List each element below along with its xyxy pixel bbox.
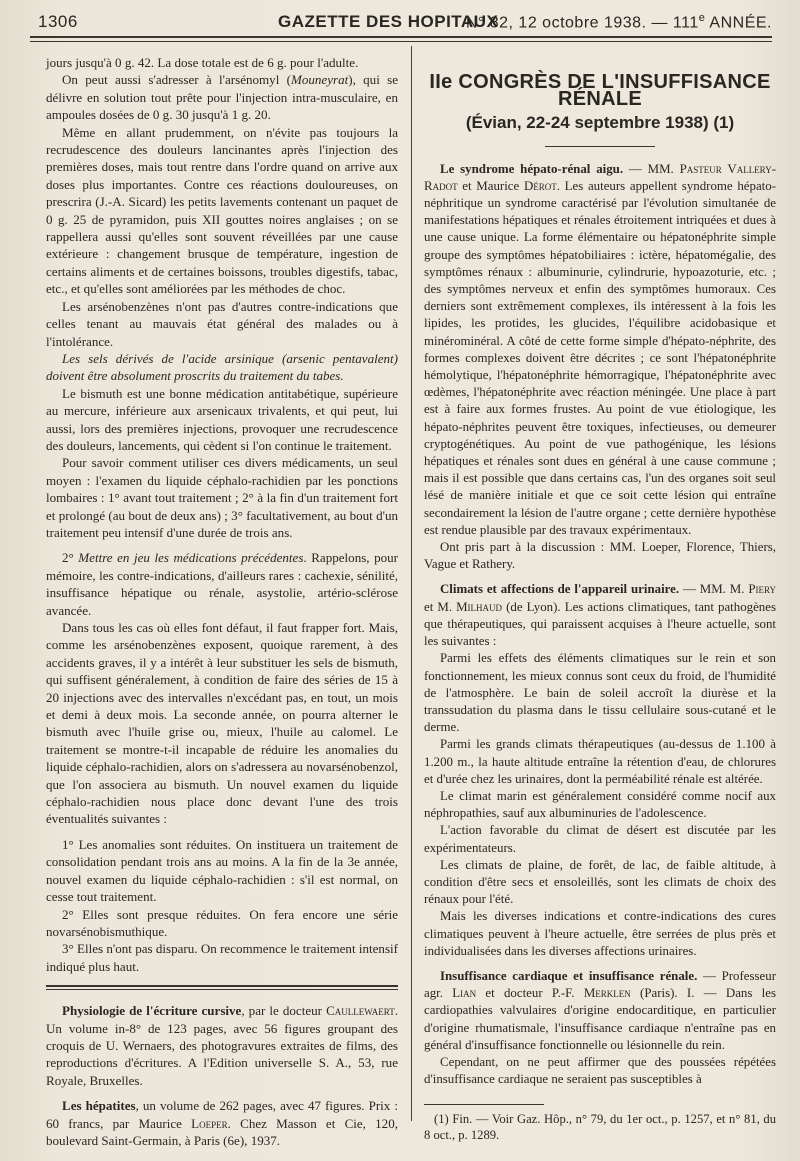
paragraph: Pour savoir comment utiliser ces divers médicaments, un seul moyen : l'examen du liquide céphalo-rachidien par les ponctions lombaires : 1° avant tout traitement ; 2° à la fin d'un traitement fort et prolongé (au bout de deux ans) ; 3° facultativement, au bout d'un traitement peu intensif d'une durée de trois ans.	[46, 455, 398, 540]
paragraph: Le syndrome hépato-rénal aigu. — MM. Pasteur Vallery-Radot et Maurice Dérot. Les auteurs appellent syndrome hépato-néphritique un syndrome caractérisé par l'évolution simultanée de manifestations hépatiques et rénales étroitement intriquées et dues à une cause unique. La forme élémentaire ou hépatonéphrite simple groupe des symptômes hépatobiliaires : ictère, hépatomégalie, des symptômes rénaux : albuminurie, cylindrurie, hypoazoturie, etc. ; des symptômes nerveux et enfin des symptômes humoraux. Ces derniers sont extrêmement complexes, ils intéressent à la fois les lipides, les protides, les glucides, l'équilibre acidobasique et minérominéral. A côté de cette forme simple d'hépato-néphrite, des formes complexes doivent être décrites ; ce sont l'hépatonéphrite hémolytique, l'hépatonéphrite hémorragique, l'hépatonéphrite avec œdèmes, l'hépatonéphrite avec réaction méningée. Une place à part est à faire aux formes frustes. Au point de vue étiologique, les hépato-néphrites peuvent être toxiques, infectieuses, ou demeurer cryptogénétiques. Au point de vue pathogénique, les lésions hépatiques et rénales sont dues en général à une cause commune ; mais il est possible que dans certains cas, l'un des organes soit seul lésé de manière initiale et que ce soit cette lésion qui entraîne secondairement la lésion de l'autre organe ; cette dernière hypothèse est rendue plausible par des travaux expérimentaux.	[424, 161, 776, 537]
paragraph-italic: Les sels dérivés de l'acide arsinique (arsenic pentavalent) doivent être absolument proscrits du traitement du tabes.	[46, 350, 398, 384]
header-rule	[30, 36, 772, 42]
issue-text: N° 82, 12 octobre 1938. — 111	[465, 14, 699, 32]
congress-title: IIe CONGRÈS DE L'INSUFFISANCE RÉNALE	[429, 71, 771, 111]
paragraph: Mais les diverses indications et contre-indications des cures climatiques peuvent à l'heure actuelle, être serrées de plus près et individualisées dans les diverses affections urinaires.	[424, 909, 776, 958]
paragraph: Parmi les grands climats thérapeutiques (au-dessus de 1.100 à 1.200 m., la haute altitude entraîne la rétention d'eau, de chlorures et d'urée chez les urinaires, dont la perméabilité rénale est altérée.	[424, 737, 776, 786]
journal-title: GAZETTE DES HOPITAUX	[278, 12, 499, 31]
issue-superscript: e	[698, 12, 706, 24]
paragraph: L'action favorable du climat de désert est discutée par les expérimentateurs.	[424, 823, 776, 855]
paragraph: Cependant, on ne peut affirmer que des poussées répétées d'insuffisance cardiaque ne seraient pas susceptibles à	[424, 1054, 776, 1087]
footnote-rule	[424, 1104, 544, 1105]
paragraph: jours jusqu'à 0 g. 42. La dose totale est de 6 g. pour l'adulte.	[46, 55, 359, 70]
page-header	[38, 6, 772, 40]
paragraph: Les arsénobenzènes n'ont pas d'autres contre-indications que celles tenant au mauvais état général des malades ou à l'intolérance.	[46, 298, 398, 349]
section-rule	[46, 985, 398, 990]
paragraph: On peut aussi s'adresser à l'arsénomyl (Mouneyrat), qui se délivre en solution tout prête pour l'injection intra-musculaire, en ampoules dosées de 0 g. 30 jusqu'à 1 g. 20.	[46, 72, 398, 123]
paragraph: Les climats de plaine, de forêt, de lac, de faible altitude, à condition d'être secs et ensoleillés, sont les climats de choix des rénaux pour l'été.	[424, 857, 776, 907]
issue-info	[466, 12, 772, 32]
paragraph: 2° Mettre en jeu les médications précédentes. Rappelons, pour mémoire, les contre-indications, d'ailleurs rares : cachexie, sénilité, insuffisance hépatique ou rénale, asystolie, artério-sclérose avancée.	[46, 550, 399, 618]
paragraph: Dans tous les cas où elles font défaut, il faut frapper fort. Mais, comme les arsénobenzènes exposent, quoique rarement, à des accidents graves, il y a intérêt à leur substituer les sels de bismuth, qui suffisent généralement, à condition de faire des séries de 15 à 20 injections avec des intervalles n'excédant pas, en tout, un mois et demi à deux mois. La seconde année, on pourra alterner le bismuth avec l'huile grise ou, mieux, l'huile au calomel. Le traitement se montre-t-il incapable de réduire les anomalies du liquide céphalo-rachidien, alors on s'adressera au novarsénobenzol, que l'on associera au bismuth. Un nouvel examen du liquide céphalo-rachidien nous place donc devant l'une des trois éventualités suivantes :	[46, 620, 398, 827]
footnote: (1) Fin. — Voir Gaz. Hôp., n° 79, du 1er oct., p. 1257, et n° 81, du 8 oct., p. 1289.	[424, 1112, 776, 1143]
right-column	[424, 54, 776, 1151]
paragraph: 3° Elles n'ont pas disparu. On recommence le traitement intensif indiqué plus haut.	[46, 941, 398, 974]
book-notice: Physiologie de l'écriture cursive, par le docteur Caullewaert. Un volume in-8° de 123 pages, avec 56 figures groupant des croquis de U. Wernaers, des photogravures extraites de films, des reproductions d'écritures. A l'Edition universelle S. A., 53, rue Royale, Bruxelles.	[46, 1003, 398, 1088]
paragraph: 2° Elles sont presque réduites. On fera encore une série novarsénobismuthique.	[46, 906, 398, 939]
paragraph: 1° Les anomalies sont réduites. On instituera un traitement de consolidation pendant trois ans au moins. A la fin de la 3e année, nouvel examen du liquide céphalo-rachidien : s'il est normal, on cesse tout traitement.	[46, 836, 398, 905]
paragraph: Même en allant prudemment, on n'évite pas toujours la recrudescence des douleurs lancinantes après l'injection des premières doses, mais tout rentre dans l'ordre quand on arrive aux doses plus importantes. Contre ces réactions douloureuses, on prescrira (J.-A. Sicard) les petits lavements contenant un paquet de 0 g. 25 de pyramidon, puis XII gouttes noires anglaises ; on se rappellera aussi qu'elles sont souvent réveillées par une cause extérieure : changement brusque de température, ingestion de certains aliments et de certaines boissons, troubles digestifs, tabac, etc., et qu'elles sont améliorées par les méthodes de choc.	[46, 124, 398, 297]
paragraph: Le bismuth est une bonne médication antitabétique, supérieure au mercure, inférieure aux arsenicaux trivalents, et qui peut, lui aussi, lors des premières injections, provoquer une recrudescence des douleurs, lancements, qui cèdent si l'on continue le traitement.	[46, 385, 398, 453]
paragraph: Insuffisance cardiaque et insuffisance rénale. — Professeur agr. Lian et docteur P.-F. Merklen (Paris). I. — Dans les cardiopathies valvulaires d'origine endocarditique, en particulier d'origine rhumatismale, l'insuffisance cardiaque n'entraîne pas en général d'insuffisance fonctionnelle ou lésionnelle du rein.	[424, 968, 777, 1052]
congress-subtitle: (Évian, 22-24 septembre 1938) (1)	[465, 113, 735, 133]
issue-tail: ANNÉE.	[705, 14, 772, 32]
paragraph: Le climat marin est généralement considéré comme nocif aux néphropathies, sauf aux albuminuries de l'adolescence.	[424, 788, 776, 821]
paragraph: Climats et affections de l'appareil urinaire. — MM. M. Piery et M. Milhaud (de Lyon). Les actions climatiques, tant pathogènes que thérapeutiques, qui paraissent acquises à l'heure actuelle, sont les suivantes :	[424, 582, 776, 649]
title-rule	[545, 146, 655, 147]
paragraph: Parmi les effets des éléments climatiques sur le rein et son fonctionnement, les mieux connus sont ceux du froid, de l'humidité de l'atmosphère. Le bain de soleil accroît la diurèse et la transsudation du plasma dans le tissu cellulaire sous-cutané et le derme.	[424, 651, 776, 735]
column-divider	[411, 46, 412, 1121]
book-notice: Les hépatites, un volume de 262 pages, avec 47 figures. Prix : 60 francs, par Maurice Loeper. Chez Masson et Cie, 120, boulevard Saint-Germain, à Paris (6e), 1937.	[46, 1098, 398, 1148]
page-number: 1306	[38, 12, 78, 31]
paragraph: Ont pris part à la discussion : MM. Loeper, Florence, Thiers, Vague et Rathery.	[424, 540, 776, 572]
left-column	[46, 54, 398, 1151]
